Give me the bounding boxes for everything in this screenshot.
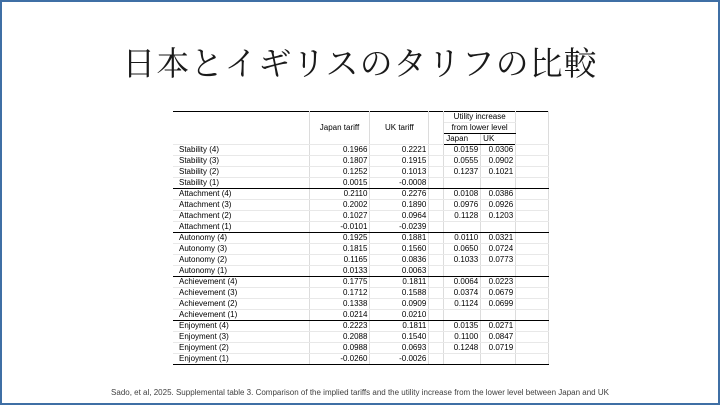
row-label: Attachment (2) — [173, 211, 309, 222]
japan-tariff-cell: 0.1165 — [309, 255, 370, 266]
slide-title: 日本とイギリスのタリフの比較 — [122, 44, 598, 83]
gap-cell — [429, 222, 444, 233]
header-uk-tariff: UK tariff — [370, 112, 429, 145]
uk-tariff-cell: -0.0008 — [370, 178, 429, 189]
gap-cell — [429, 200, 444, 211]
utility-uk-cell: 0.0719 — [481, 343, 516, 354]
header-japan-tariff: Japan tariff — [309, 112, 370, 145]
gap-cell — [429, 354, 444, 365]
uk-tariff-cell: 0.0210 — [370, 310, 429, 321]
pad-cell — [516, 167, 549, 178]
pad-cell — [516, 310, 549, 321]
table-row — [173, 343, 549, 354]
row-label: Autonomy (3) — [173, 244, 309, 255]
table-row — [173, 145, 549, 156]
utility-japan-cell: 0.1124 — [444, 299, 481, 310]
pad-cell — [516, 299, 549, 310]
row-label: Achievement (3) — [173, 288, 309, 299]
row-label: Stability (2) — [173, 167, 309, 178]
gap-cell — [429, 332, 444, 343]
gap-cell — [429, 145, 444, 156]
utility-uk-cell — [481, 178, 516, 189]
row-label: Autonomy (4) — [173, 233, 309, 244]
table-row — [173, 332, 549, 343]
japan-tariff-cell: 0.2223 — [309, 321, 370, 332]
gap-cell — [429, 277, 444, 288]
row-label: Enjoyment (4) — [173, 321, 309, 332]
utility-japan-cell — [444, 222, 481, 233]
row-label: Achievement (1) — [173, 310, 309, 321]
uk-tariff-cell: 0.1013 — [370, 167, 429, 178]
pad-cell — [516, 288, 549, 299]
uk-tariff-cell: 0.1560 — [370, 244, 429, 255]
utility-uk-cell: 0.0306 — [481, 145, 516, 156]
utility-japan-cell: 0.0976 — [444, 200, 481, 211]
header-gap — [429, 112, 444, 145]
utility-japan-cell: 0.0555 — [444, 156, 481, 167]
gap-cell — [429, 167, 444, 178]
table-row — [173, 266, 549, 277]
gap-cell — [429, 189, 444, 200]
table-row — [173, 167, 549, 178]
pad-cell — [516, 189, 549, 200]
source-caption: Sado, et al, 2025. Supplemental table 3. Comparison of the implied tariffs and the utility increase from the lower level between Japan and UK — [111, 388, 609, 397]
japan-tariff-cell: 0.1252 — [309, 167, 370, 178]
row-label: Enjoyment (3) — [173, 332, 309, 343]
utility-uk-cell: 0.0321 — [481, 233, 516, 244]
table-row — [173, 189, 549, 200]
spreadsheet-image — [173, 101, 549, 371]
header-utility-line1: Utility increase — [444, 112, 516, 123]
japan-tariff-cell: 0.0133 — [309, 266, 370, 277]
japan-tariff-cell: 0.1815 — [309, 244, 370, 255]
gap-cell — [429, 255, 444, 266]
gap-cell — [429, 299, 444, 310]
header-blank — [173, 112, 309, 145]
pad-cell — [516, 343, 549, 354]
utility-japan-cell: 0.1128 — [444, 211, 481, 222]
utility-uk-cell: 0.0773 — [481, 255, 516, 266]
header-japan: Japan — [444, 134, 481, 145]
uk-tariff-cell: 0.0964 — [370, 211, 429, 222]
table-row — [173, 244, 549, 255]
japan-tariff-cell: -0.0101 — [309, 222, 370, 233]
pad-cell — [516, 233, 549, 244]
utility-uk-cell: 0.0699 — [481, 299, 516, 310]
row-label: Achievement (4) — [173, 277, 309, 288]
uk-tariff-cell: 0.1915 — [370, 156, 429, 167]
gap-cell — [429, 211, 444, 222]
japan-tariff-cell: 0.1775 — [309, 277, 370, 288]
tariff-table — [173, 111, 549, 365]
utility-uk-cell: 0.0386 — [481, 189, 516, 200]
japan-tariff-cell: 0.1338 — [309, 299, 370, 310]
row-label: Attachment (3) — [173, 200, 309, 211]
utility-japan-cell — [444, 178, 481, 189]
utility-uk-cell: 0.1021 — [481, 167, 516, 178]
utility-uk-cell: 0.0847 — [481, 332, 516, 343]
japan-tariff-cell: 0.0988 — [309, 343, 370, 354]
utility-uk-cell: 0.0902 — [481, 156, 516, 167]
table-row — [173, 255, 549, 266]
uk-tariff-cell: 0.1811 — [370, 277, 429, 288]
utility-japan-cell: 0.1100 — [444, 332, 481, 343]
utility-japan-cell — [444, 310, 481, 321]
gap-cell — [429, 178, 444, 189]
table-row — [173, 200, 549, 211]
table-header-row-1 — [173, 112, 549, 123]
utility-japan-cell: 0.0374 — [444, 288, 481, 299]
utility-japan-cell — [444, 354, 481, 365]
row-label: Enjoyment (1) — [173, 354, 309, 365]
pad-cell — [516, 255, 549, 266]
table-row — [173, 211, 549, 222]
uk-tariff-cell: 0.1540 — [370, 332, 429, 343]
japan-tariff-cell: 0.0015 — [309, 178, 370, 189]
utility-uk-cell: 0.0679 — [481, 288, 516, 299]
row-label: Attachment (1) — [173, 222, 309, 233]
pad-cell — [516, 354, 549, 365]
pad-cell — [516, 211, 549, 222]
utility-uk-cell: 0.0223 — [481, 277, 516, 288]
utility-uk-cell: 0.0724 — [481, 244, 516, 255]
gap-cell — [429, 288, 444, 299]
row-label: Autonomy (1) — [173, 266, 309, 277]
table-row — [173, 156, 549, 167]
gap-cell — [429, 266, 444, 277]
utility-japan-cell: 0.1237 — [444, 167, 481, 178]
utility-uk-cell — [481, 354, 516, 365]
japan-tariff-cell: 0.1807 — [309, 156, 370, 167]
utility-uk-cell: 0.0271 — [481, 321, 516, 332]
utility-japan-cell: 0.1033 — [444, 255, 481, 266]
uk-tariff-cell: 0.2221 — [370, 145, 429, 156]
pad-cell — [516, 277, 549, 288]
table-row — [173, 299, 549, 310]
pad-cell — [516, 178, 549, 189]
utility-japan-cell — [444, 266, 481, 277]
gap-cell — [429, 233, 444, 244]
row-label: Enjoyment (2) — [173, 343, 309, 354]
table-row — [173, 222, 549, 233]
pad-cell — [516, 244, 549, 255]
pad-cell — [516, 222, 549, 233]
pad-cell — [516, 332, 549, 343]
japan-tariff-cell: 0.2110 — [309, 189, 370, 200]
pad-cell — [516, 266, 549, 277]
utility-japan-cell: 0.0110 — [444, 233, 481, 244]
utility-uk-cell: 0.1203 — [481, 211, 516, 222]
pad-cell — [516, 145, 549, 156]
japan-tariff-cell: -0.0260 — [309, 354, 370, 365]
utility-japan-cell: 0.1248 — [444, 343, 481, 354]
utility-uk-cell: 0.0926 — [481, 200, 516, 211]
header-uk: UK — [481, 134, 516, 145]
japan-tariff-cell: 0.1712 — [309, 288, 370, 299]
uk-tariff-cell: 0.2276 — [370, 189, 429, 200]
utility-japan-cell: 0.0135 — [444, 321, 481, 332]
row-label: Autonomy (2) — [173, 255, 309, 266]
utility-japan-cell: 0.0108 — [444, 189, 481, 200]
japan-tariff-cell: 0.1966 — [309, 145, 370, 156]
japan-tariff-cell: 0.1925 — [309, 233, 370, 244]
uk-tariff-cell: 0.1588 — [370, 288, 429, 299]
utility-uk-cell — [481, 310, 516, 321]
gap-cell — [429, 310, 444, 321]
pad-cell — [516, 200, 549, 211]
row-label: Stability (3) — [173, 156, 309, 167]
row-label: Stability (4) — [173, 145, 309, 156]
utility-japan-cell: 0.0650 — [444, 244, 481, 255]
uk-tariff-cell: 0.1811 — [370, 321, 429, 332]
japan-tariff-cell: 0.2088 — [309, 332, 370, 343]
row-label: Attachment (4) — [173, 189, 309, 200]
utility-uk-cell — [481, 266, 516, 277]
japan-tariff-cell: 0.2002 — [309, 200, 370, 211]
uk-tariff-cell: 0.0693 — [370, 343, 429, 354]
pad-cell — [516, 156, 549, 167]
uk-tariff-cell: 0.1890 — [370, 200, 429, 211]
uk-tariff-cell: -0.0239 — [370, 222, 429, 233]
table-row — [173, 288, 549, 299]
table-row — [173, 277, 549, 288]
utility-japan-cell: 0.0159 — [444, 145, 481, 156]
uk-tariff-cell: 0.1881 — [370, 233, 429, 244]
table-row — [173, 233, 549, 244]
uk-tariff-cell: 0.0063 — [370, 266, 429, 277]
uk-tariff-cell: -0.0026 — [370, 354, 429, 365]
pad-cell — [516, 321, 549, 332]
gap-cell — [429, 156, 444, 167]
row-label: Stability (1) — [173, 178, 309, 189]
utility-uk-cell — [481, 222, 516, 233]
japan-tariff-cell: 0.0214 — [309, 310, 370, 321]
table-row — [173, 321, 549, 332]
table-row — [173, 178, 549, 189]
japan-tariff-cell: 0.1027 — [309, 211, 370, 222]
uk-tariff-cell: 0.0836 — [370, 255, 429, 266]
header-pad — [516, 112, 549, 145]
table-row — [173, 354, 549, 365]
gap-cell — [429, 321, 444, 332]
utility-japan-cell: 0.0064 — [444, 277, 481, 288]
table-row — [173, 310, 549, 321]
gap-cell — [429, 343, 444, 354]
header-utility-line2: from lower level — [444, 123, 516, 134]
gap-cell — [429, 244, 444, 255]
uk-tariff-cell: 0.0909 — [370, 299, 429, 310]
row-label: Achievement (2) — [173, 299, 309, 310]
